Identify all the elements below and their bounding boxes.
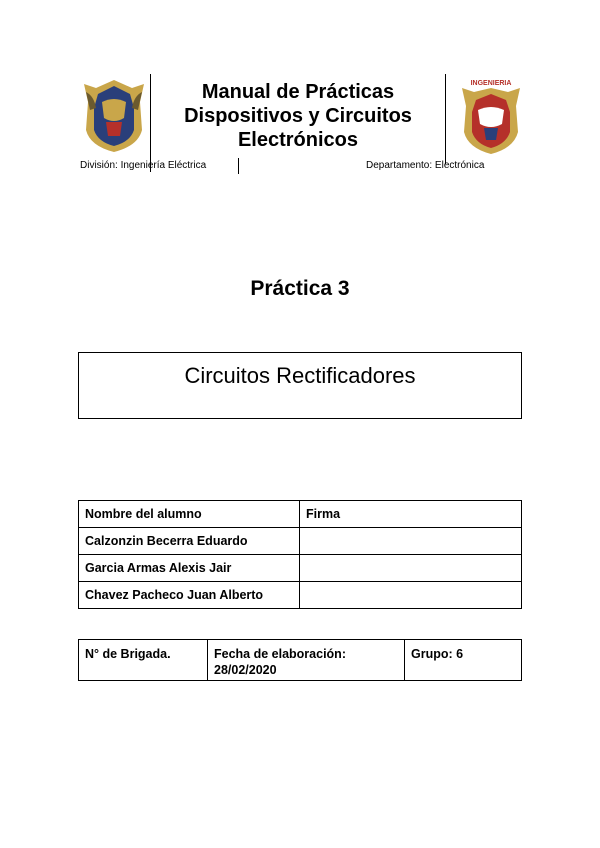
header-nombre: Nombre del alumno [79, 501, 300, 528]
table-row [79, 640, 522, 681]
grupo-cell: Grupo: 6 [405, 640, 522, 681]
header-divider-middle [238, 158, 239, 174]
info-table [78, 639, 522, 681]
header-firma: Firma [300, 501, 522, 528]
manual-title [153, 80, 443, 152]
student-name: Garcia Armas Alexis Jair [79, 555, 300, 582]
brigada-cell: N° de Brigada. [79, 640, 208, 681]
departamento-label: Departamento: Electrónica [366, 160, 485, 171]
logo-lettering: INGENIERIA [470, 80, 512, 87]
students-table [78, 500, 522, 609]
practica-title-box [78, 352, 522, 419]
ingenieria-shield-icon [456, 76, 526, 156]
fecha-label: Fecha de elaboración: [214, 647, 346, 661]
student-name: Calzonzin Becerra Eduardo [79, 528, 300, 555]
fecha-value: 28/02/2020 [214, 663, 277, 677]
table-row [79, 555, 522, 582]
table-header-row [79, 501, 522, 528]
header-divider-right [445, 74, 446, 164]
student-name: Chavez Pacheco Juan Alberto [79, 582, 300, 609]
manual-title-line-2: Dispositivos y Circuitos [184, 105, 412, 127]
fecha-cell [208, 640, 405, 681]
table-row [79, 582, 522, 609]
practica-title: Circuitos Rectificadores [184, 363, 416, 388]
manual-title-line-3: Electrónicos [237, 129, 359, 151]
unam-shield-icon [80, 78, 148, 154]
manual-title-line-1: Manual de Prácticas [201, 81, 395, 103]
header-divider-left [150, 74, 151, 172]
student-signature [300, 528, 522, 555]
manual-header [78, 74, 528, 176]
division-label: División: Ingeniería Eléctrica [80, 160, 207, 171]
practica-number: Práctica 3 [250, 277, 350, 300]
table-row [79, 528, 522, 555]
student-signature [300, 555, 522, 582]
student-signature [300, 582, 522, 609]
